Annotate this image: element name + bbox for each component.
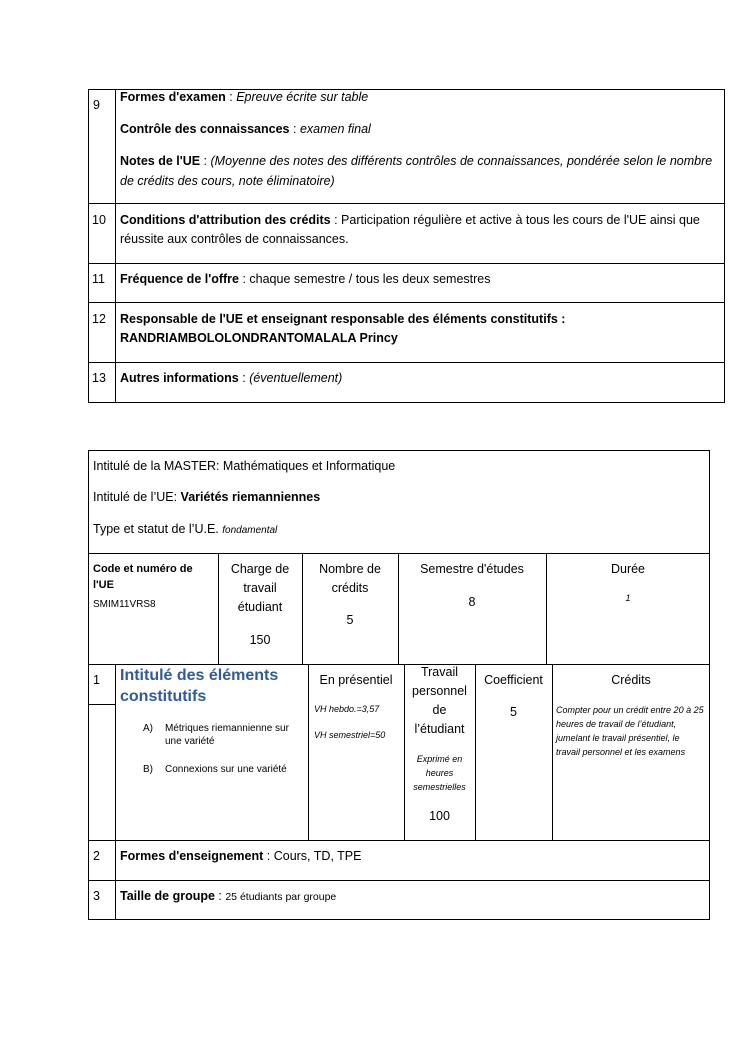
offer-frequency: Fréquence de l'offre : chaque semestre / tous les deux semestres bbox=[120, 272, 491, 286]
ue-title: Intitulé de l’UE: Variétés riemanniennes bbox=[93, 490, 321, 504]
duree-value: 1 bbox=[625, 593, 631, 603]
vh-semestriel: VH semestriel=50 bbox=[314, 730, 386, 740]
semestre-header: Semestre d'études bbox=[420, 562, 524, 576]
travail-value: 100 bbox=[429, 809, 450, 823]
credits-note: Compter pour un crédit entre 20 à 25 heures de travail de l’étudiant, jumelant le travail présentiel, le travail personnel et les examens bbox=[556, 705, 704, 757]
presentiel-header: En présentiel bbox=[319, 673, 393, 687]
row-number: 13 bbox=[92, 371, 106, 385]
list-marker: B) bbox=[143, 764, 153, 775]
vh-hebdo: VH hebdo.=3,57 bbox=[314, 704, 380, 714]
ue-type: Type et statut de l’U.E. fondamental bbox=[93, 522, 278, 536]
travail-note: Exprimé en heures semestrielles bbox=[413, 754, 466, 792]
list-item: Métriques riemannienne sur une variété bbox=[165, 723, 289, 747]
row-number: 12 bbox=[92, 312, 106, 326]
credits-value: 5 bbox=[346, 613, 354, 627]
coef-value: 5 bbox=[510, 705, 517, 719]
code-value: SMIM11VRS8 bbox=[93, 599, 156, 610]
list-item: Connexions sur une variété bbox=[165, 764, 287, 775]
row-number: 3 bbox=[93, 889, 100, 903]
charge-value: 150 bbox=[249, 633, 271, 647]
coef-header: Coefficient bbox=[484, 673, 543, 687]
row-number: 9 bbox=[93, 98, 100, 112]
code-header: Code et numéro de l'UE bbox=[93, 563, 193, 591]
exam-forms: Formes d'examen : Epreuve écrite sur table bbox=[120, 90, 369, 104]
charge-header: Charge de travail étudiant bbox=[230, 562, 290, 614]
other-info: Autres informations : (éventuellement) bbox=[120, 371, 343, 385]
elements-title: Intitulé des éléments constitutifs bbox=[120, 667, 279, 705]
teaching-forms: Formes d'enseignement : Cours, TD, TPE bbox=[120, 849, 362, 863]
duree-header: Durée bbox=[610, 562, 646, 576]
master-title: Intitulé de la MASTER: Mathématiques et Informatique bbox=[93, 459, 396, 473]
row-number: 1 bbox=[93, 673, 100, 687]
ue-grades: Notes de l'UE : (Moyenne des notes des différents contrôles de connaissances, pondérée selon le nombre de crédits des cours, note éliminatoire) bbox=[120, 154, 713, 188]
row-number: 10 bbox=[92, 213, 106, 227]
travail-header: Travail personnel de l’étudiant bbox=[412, 665, 467, 736]
row-number: 11 bbox=[92, 272, 105, 286]
semestre-value: 8 bbox=[468, 595, 476, 609]
responsible-label: Responsable de l'UE et enseignant responsable des éléments constitutifs : bbox=[120, 312, 566, 326]
row-number: 2 bbox=[93, 849, 100, 863]
credit-conditions: Conditions d'attribution des crédits : Participation régulière et active à tous les cours de l'UE ainsi que réussite aux contrôles de connaissances. bbox=[120, 213, 700, 246]
credits-col-header: Crédits bbox=[611, 673, 651, 687]
list-marker: A) bbox=[143, 723, 153, 734]
responsible-name: RANDRIAMBOLOLONDRANTOMALALA Princy bbox=[120, 331, 398, 345]
knowledge-control: Contrôle des connaissances : examen final bbox=[120, 122, 371, 136]
group-size: Taille de groupe : 25 étudiants par groupe bbox=[120, 889, 337, 903]
credits-header: Nombre de crédits bbox=[319, 562, 381, 595]
